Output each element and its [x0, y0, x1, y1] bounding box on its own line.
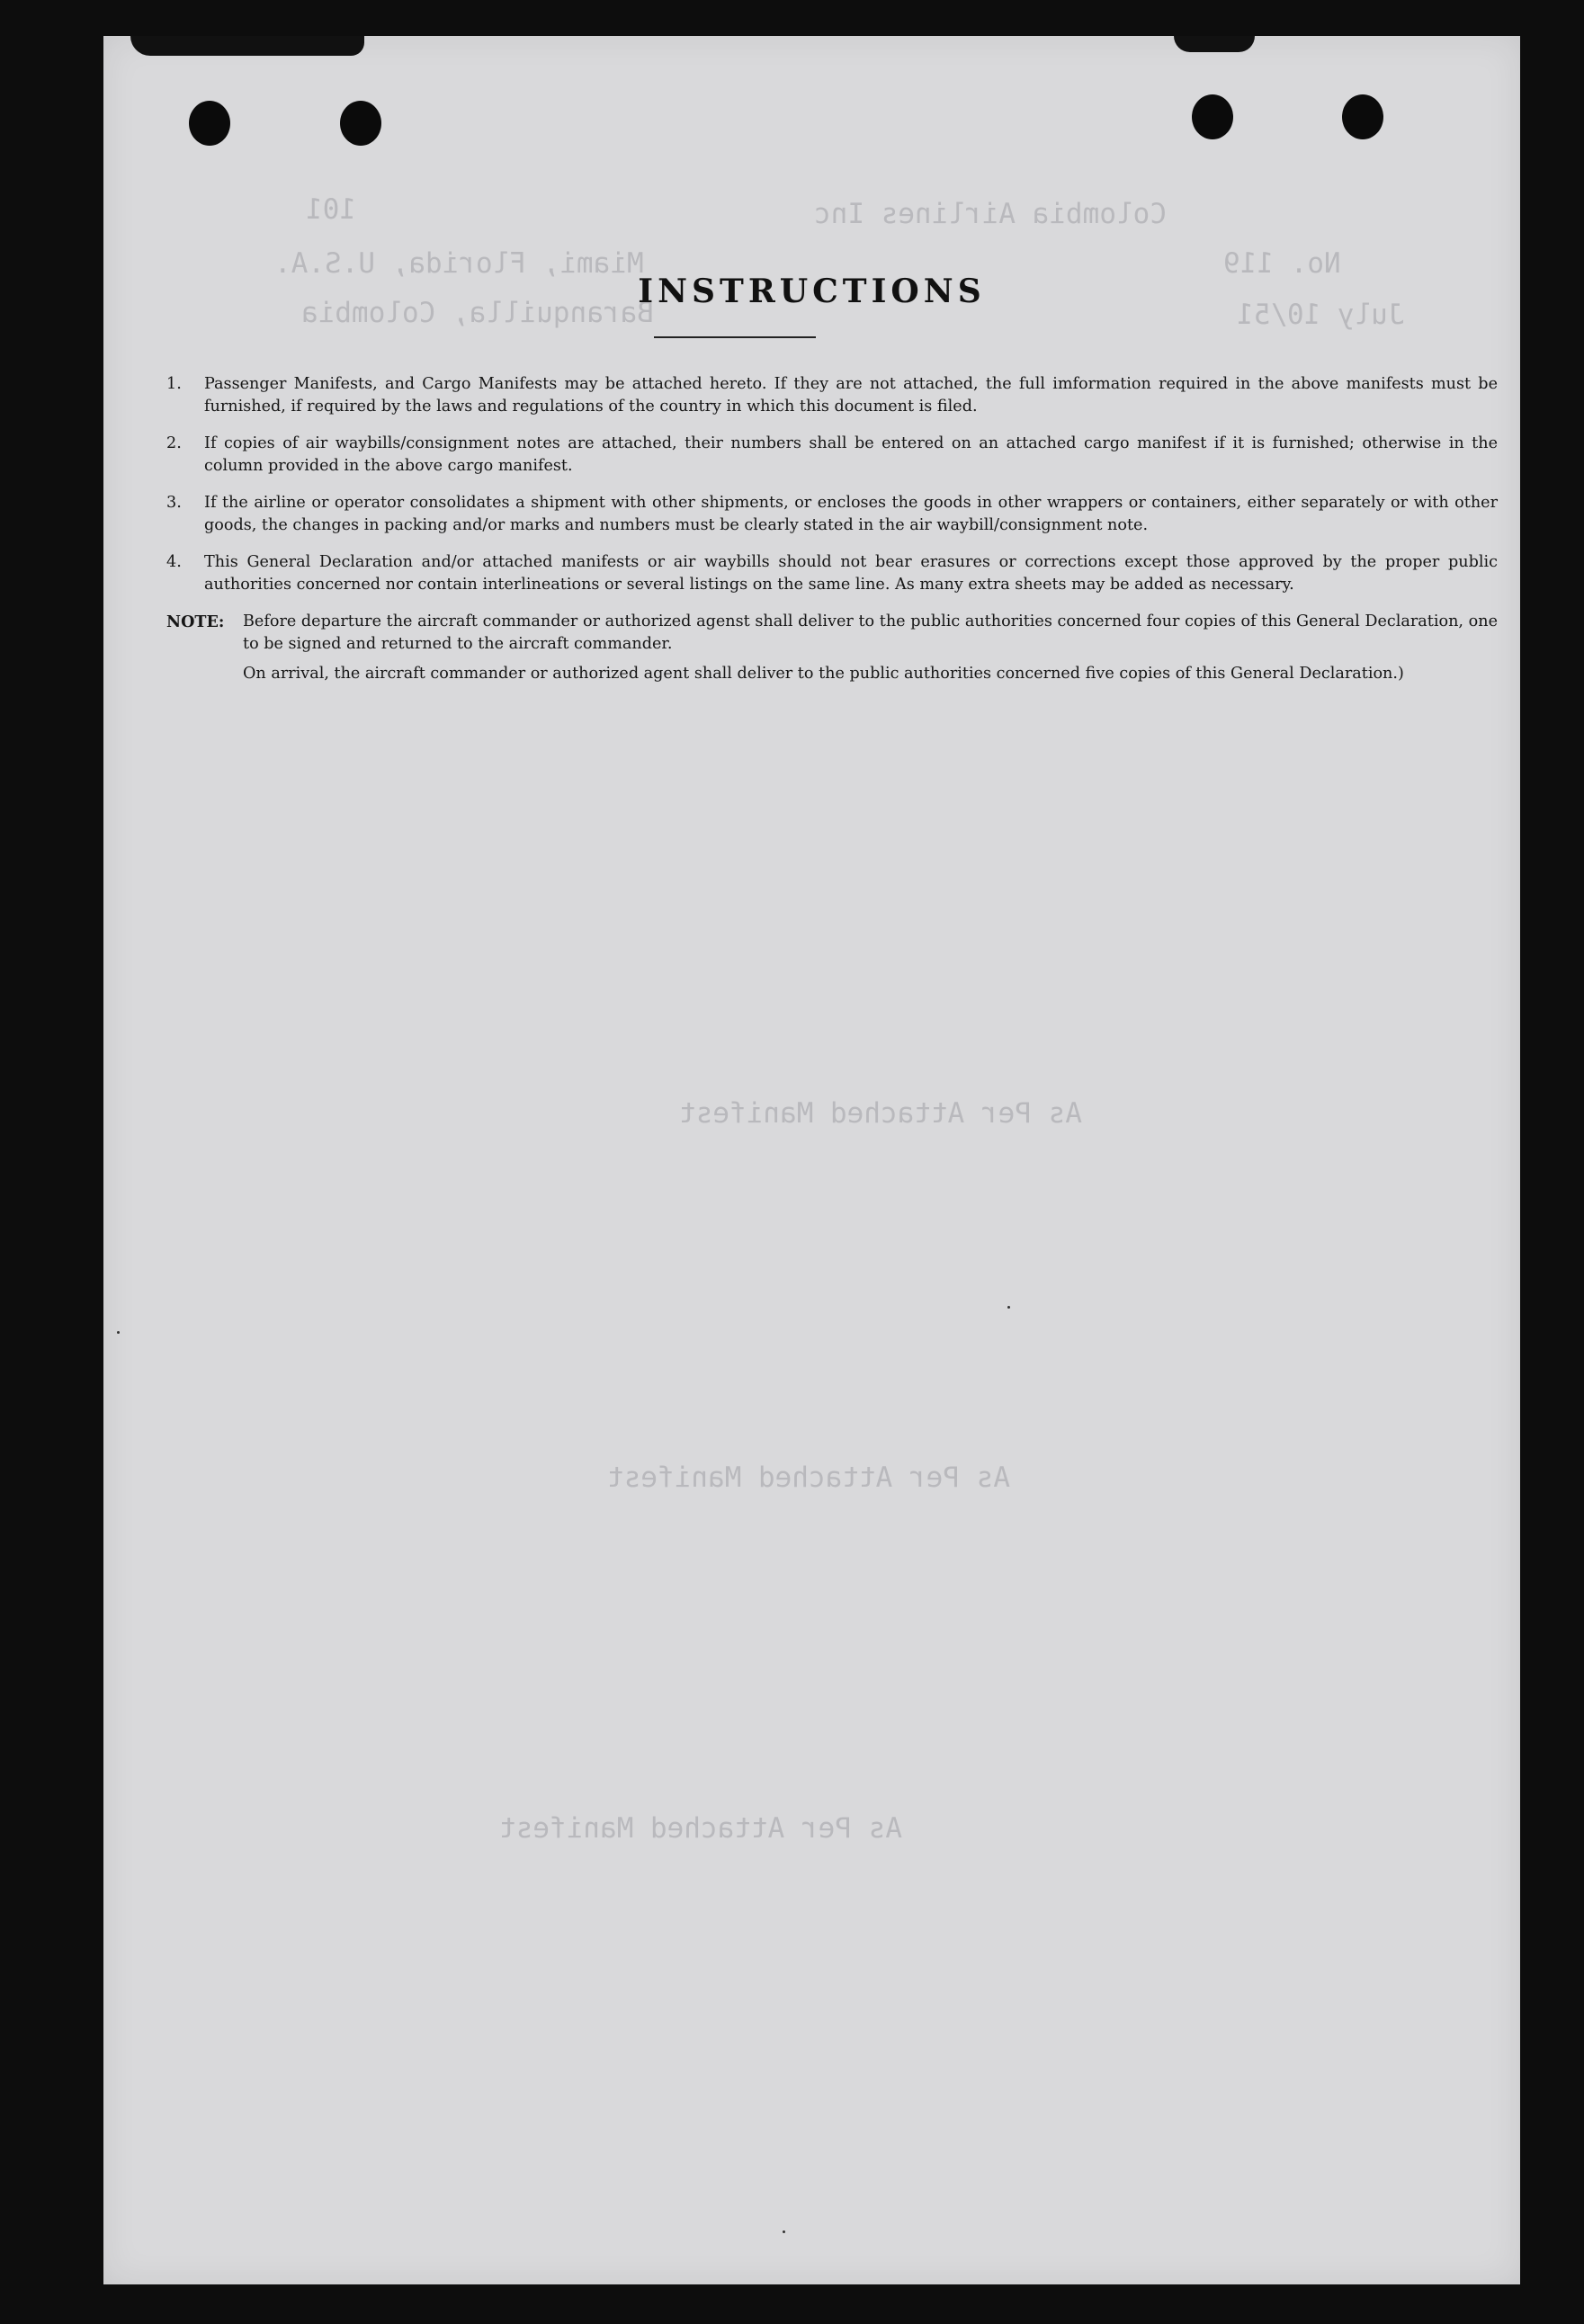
bleed-through-company: Colombia Airlines Inc	[814, 198, 1167, 230]
bleed-through-manifest-3: As Per Attached Manifest	[499, 1812, 902, 1845]
instruction-text: If the airline or operator consolidates a shipment with other shipments, or encloses the goods in other wrappers or containers, either separately or with other goods, the changes in packing and/or marks and numbers must be clearly stated in the air waybill/consignment note.	[204, 494, 1498, 534]
instruction-text: Passenger Manifests, and Cargo Manifests may be attached hereto. If they are not attached, the full imformation required in the above manifests must be furnished, if required by the laws and regulations of the country in which this document is filed.	[204, 375, 1498, 416]
bleed-through-manifest-1: As Per Attached Manifest	[679, 1097, 1082, 1130]
bleed-through-place-1: Miami, Florida, U.S.A.	[274, 247, 644, 280]
scan-speck	[783, 2230, 785, 2233]
instruction-number: 4.	[166, 553, 182, 571]
instruction-item-4	[166, 551, 1498, 596]
instruction-number: 3.	[166, 494, 182, 512]
bleed-through-number: 101	[306, 193, 356, 226]
punch-hole-left-1	[189, 101, 230, 146]
instruction-text: If copies of air waybills/consignment notes are attached, their numbers shall be entered on an attached cargo manifest if it is furnished; otherwise in the column provided in the above cargo manifest.	[204, 434, 1498, 475]
instruction-item-2	[166, 433, 1498, 478]
punch-hole-right-1	[1192, 94, 1233, 139]
document-page	[103, 36, 1520, 2284]
note-departure: Before departure the aircraft commander or authorized agenst shall deliver to the public authorities concerned four copies of this General Declaration, one to be signed and returned to the aircraft commander.	[243, 612, 1498, 653]
torn-edge-mark	[130, 36, 364, 56]
instructions-heading: INSTRUCTIONS	[638, 273, 986, 310]
punch-hole-right-2	[1342, 94, 1383, 139]
punch-hole-left-2	[340, 101, 381, 146]
bleed-through-manifest-2: As Per Attached Manifest	[607, 1461, 1010, 1494]
note-label: NOTE:	[166, 612, 225, 631]
bleed-through-place-2: Baranquilla, Colombia	[301, 297, 654, 329]
instructions-list	[166, 373, 1498, 693]
scan-speck	[1007, 1306, 1010, 1309]
instruction-number: 2.	[166, 434, 182, 452]
instruction-item-3	[166, 492, 1498, 537]
instruction-item-1	[166, 373, 1498, 418]
note-arrival: On arrival, the aircraft commander or authorized agent shall deliver to the public authorities concerned five copies of this General Declaration.)	[243, 665, 1404, 683]
bleed-through-date: July 10/51	[1237, 299, 1405, 331]
instruction-text: This General Declaration and/or attached manifests or air waybills should not bear erasures or corrections except those approved by the proper public authorities concerned nor contain interlineations or several listings on the same line. As many extra sheets may be added as necessary.	[204, 553, 1498, 594]
scan-speck	[117, 1331, 120, 1334]
note-body	[243, 611, 1498, 693]
torn-edge-mark-right	[1174, 36, 1255, 52]
instruction-number: 1.	[166, 375, 182, 393]
bleed-through-flight: No. 119	[1223, 247, 1341, 280]
note-block	[166, 611, 1498, 693]
heading-underline	[654, 336, 816, 338]
